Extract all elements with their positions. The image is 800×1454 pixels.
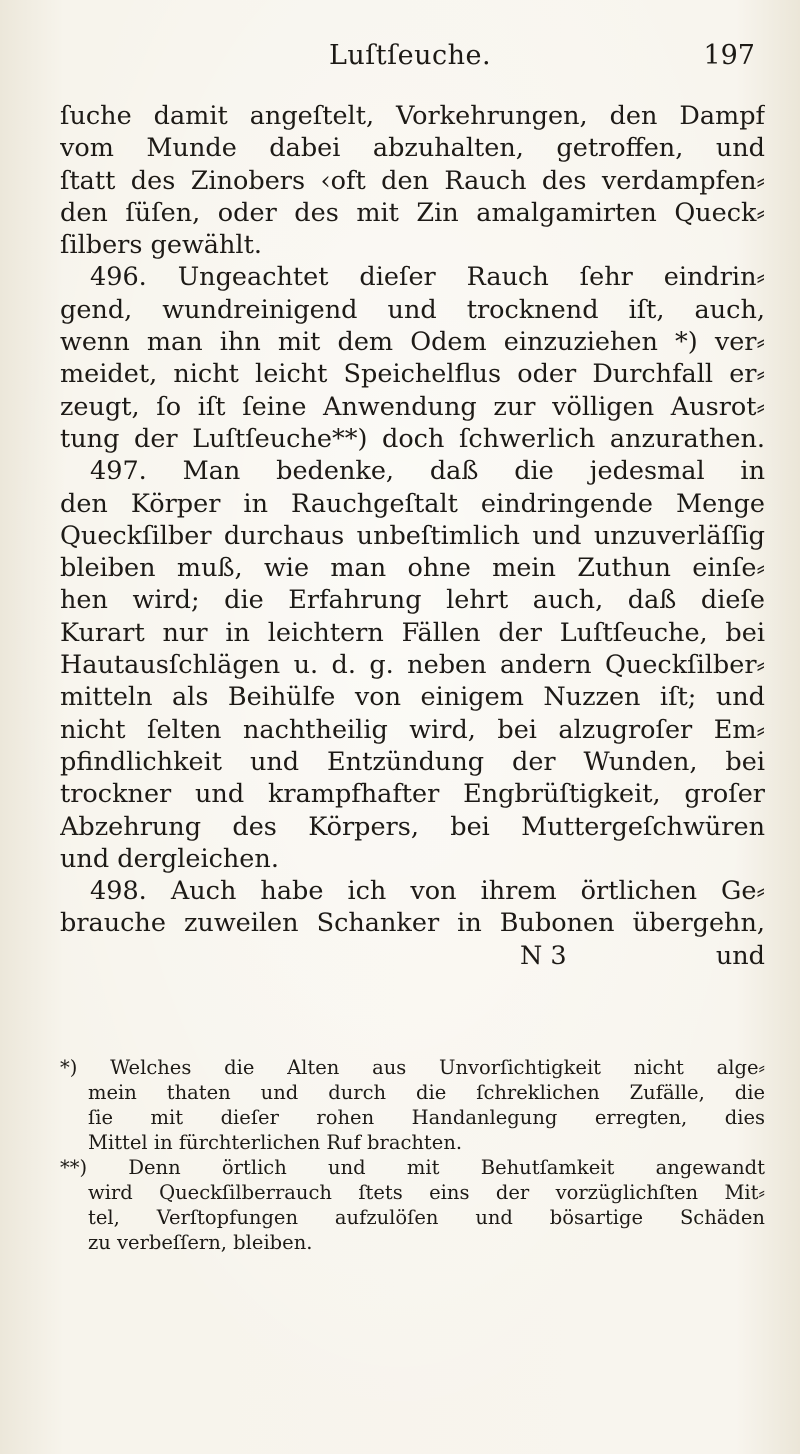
text-line: trockner und krampfhafter Engbrüſtigkeit, groſer [60, 779, 765, 810]
footnote-2-line: **) Denn örtlich und mit Behutſamkeit angewandt [60, 1156, 765, 1179]
text-line: mitteln als Beihülfe von einigem Nuzzen iſt; und [60, 682, 765, 713]
text-line: tung der Luſtſeuche**) doch ſchwerlich anzurathen. [60, 423, 765, 454]
page-header [60, 40, 760, 80]
footnote-2-line: zu verbeſſern, bleiben. [88, 1231, 313, 1254]
text-line: bleiben muß, wie man ohne mein Zuthun einſe⸗ [60, 553, 765, 584]
footnote-1-line: *) Welches die Alten aus Unvorſichtigkeit nicht alge⸗ [60, 1056, 765, 1079]
text-line: meidet, nicht leicht Speichelflus oder Durchfall er⸗ [60, 359, 765, 390]
catchword: und [715, 940, 765, 971]
paragraph-496-start: 496. Ungeachtet dieſer Rauch ſehr eindrin⸗ [90, 262, 765, 293]
text-line: den Körper in Rauchgeſtalt eindringende Menge [60, 488, 765, 519]
footnote-1-line: mein thaten und durch die ſchreklichen Zufälle, die [88, 1081, 765, 1104]
text-line: ſilbers gewählt. [60, 230, 262, 261]
text-line: ſtatt des Zinobers ‹oft den Rauch des verdampfen⸗ [60, 165, 765, 196]
signature-mark: N 3 [520, 940, 567, 971]
page-number: 197 [703, 40, 755, 71]
text-line: Queckſilber durchaus unbeſtimlich und unzuverläſſig [60, 520, 765, 551]
text-line: gend, wundreinigend und trocknend iſt, auch, [60, 294, 765, 325]
text-line: brauche zuweilen Schanker in Bubonen übergehn, [60, 908, 765, 939]
text-line: Abzehrung des Körpers, bei Muttergeſchwüren [60, 811, 765, 842]
text-line: den ſüſen, oder des mit Zin amalgamirten Queck⸗ [60, 197, 765, 228]
footnote-2-line: wird Queckſilberrauch ſtets eins der vorzüglichſten Mit⸗ [88, 1181, 765, 1204]
footnotes [60, 1055, 765, 1255]
text-line: Kurart nur in leichtern Fällen der Luſtſeuche, bei [60, 617, 765, 648]
text-line: zeugt, ſo iſt ſeine Anwendung zur völligen Ausrot⸗ [60, 391, 765, 422]
running-head: Luſtſeuche. [328, 40, 492, 71]
text-line: hen wird; die Erfahrung lehrt auch, daß dieſe [60, 585, 765, 616]
text-line: und dergleichen. [60, 843, 279, 874]
text-line: nicht ſelten nachtheilig wird, bei alzugroſer Em⸗ [60, 714, 765, 745]
text-line: Hautausſchlägen u. d. g. neben andern Queckſilber⸗ [60, 650, 765, 681]
footnote-2-line: tel, Verſtopfungen aufzulöſen und bösartige Schäden [88, 1206, 765, 1229]
text-line: pfindlichkeit und Entzündung der Wunden, bei [60, 746, 765, 777]
text-line: wenn man ihn mit dem Odem einzuziehen *) ver⸗ [60, 327, 765, 358]
footnote-1-line: ſie mit dieſer rohen Handanlegung erregten, dies [88, 1106, 765, 1129]
footnote-1-line: Mittel in fürchterlichen Ruf brachten. [88, 1131, 463, 1154]
main-text [60, 100, 765, 972]
paragraph-497-start: 497. Man bedenke, daß die jedesmal in [90, 456, 765, 487]
paragraph-498-start: 498. Auch habe ich von ihrem örtlichen Ge⸗ [90, 876, 765, 907]
signature-line [60, 940, 765, 972]
text-line: ſuche damit angeſtelt, Vorkehrungen, den Dampf [60, 101, 765, 131]
text-line: vom Munde dabei abzuhalten, getroffen, und [60, 133, 765, 164]
